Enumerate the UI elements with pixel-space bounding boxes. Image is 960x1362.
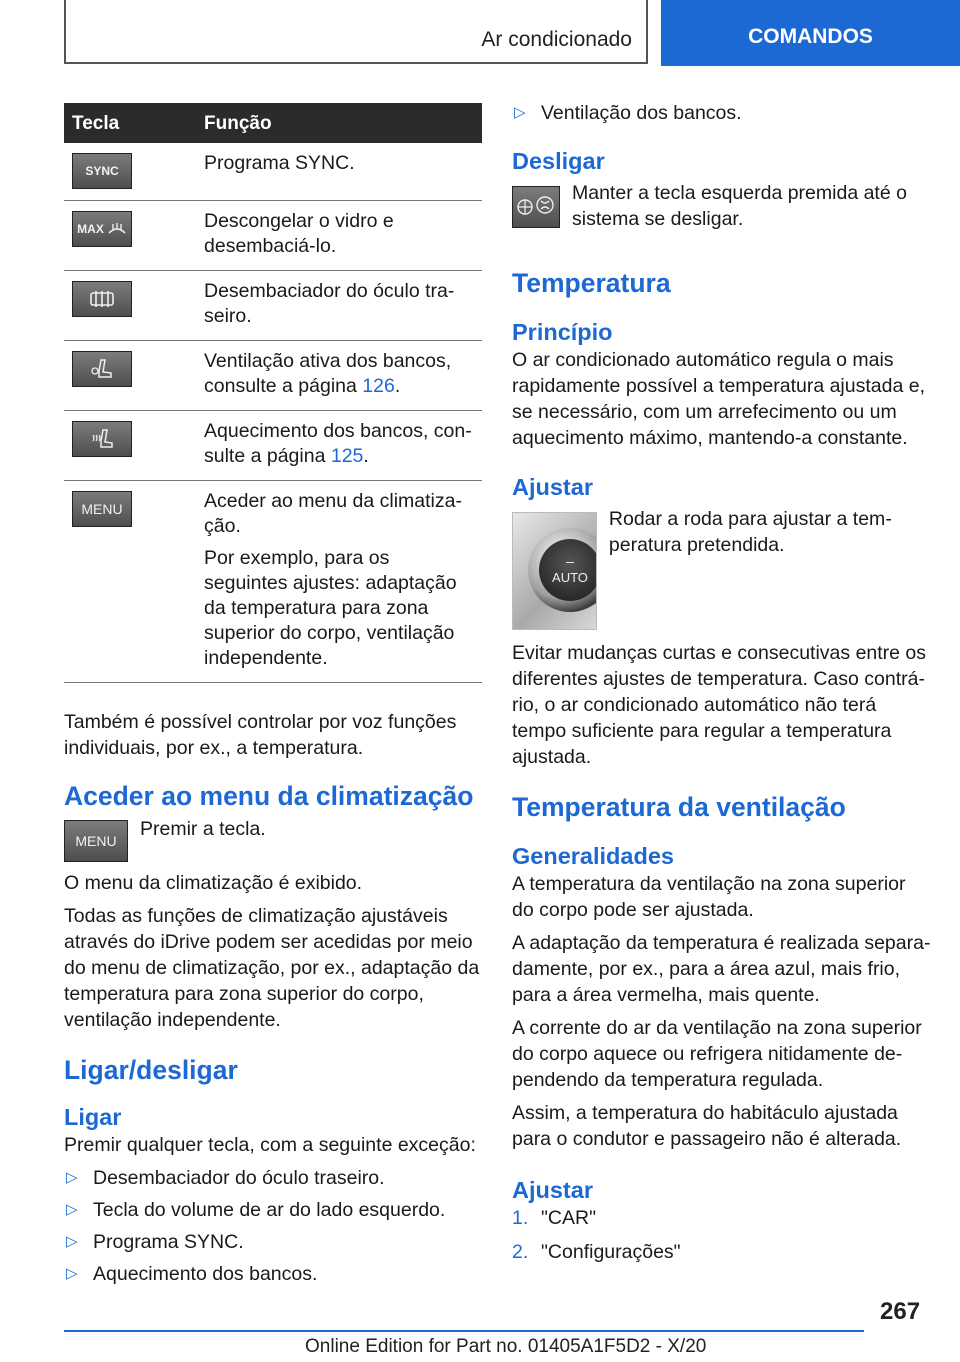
menu-key-icon: MENU [72,491,132,527]
sync-key-icon: SYNC [72,153,132,189]
off-key-block [512,182,932,239]
chapter-tab[interactable]: COMANDOS [661,0,960,66]
knob-block [512,508,932,630]
temperature-knob-image: – AUTO [512,512,597,630]
bullet-triangle-icon: ▷ [66,1233,78,1250]
heading-vent-temperature: Temperatura da ventilação [512,792,846,822]
heading-adjust-2: Ajustar [512,1177,593,1203]
list-item: ▷ Desembaciador do óculo traseiro. [66,1167,385,1189]
row-text: Ventilação ativa dos bancos, consulte a página 126. [204,350,452,397]
heading-general: Generalidades [512,843,674,869]
table-row [64,341,482,411]
bullet-triangle-icon: ▷ [66,1265,78,1282]
fan-off-key-icon [512,186,560,228]
row-text: Descongelar o vidro e desembaciá-lo. [204,210,394,257]
menu-press-text: Premir a tecla. [140,818,266,840]
list-item: ▷ Programa SYNC. [66,1231,244,1253]
row-text: Aquecimento dos bancos, consulte a página 125. [204,420,472,467]
footer-divider [64,1330,864,1332]
list-item: 2. "Configurações" [512,1241,681,1263]
heading-climate-menu: Aceder ao menu da climatização [64,781,474,811]
table-row [64,201,482,271]
right-column [512,100,932,1273]
exception-list [64,1165,482,1287]
seat-heating-icon [72,421,132,457]
paragraph: O menu da climatização é exibido. [64,872,363,894]
heading-adjust: Ajustar [512,474,593,500]
page-link[interactable]: 125 [330,445,364,467]
table-row [64,481,482,683]
list-item: 1. "CAR" [512,1207,597,1229]
adjust-text: Rodar a roda para ajustar a temperatura pretendida. [608,508,892,556]
paragraph: O ar condicionado automático regula o mais rapidamente possível a temperatura ajustada e, se necessário, com um arrefecimento ou um aquecimento máximo, mantendo-a constante. [512,349,925,449]
max-defrost-key-icon: MAX [72,211,132,247]
bullet-triangle-icon: ▷ [66,1169,78,1186]
heading-on-off: Ligar/desligar [64,1055,238,1085]
paragraph: A temperatura da ventilação na zona superior do corpo pode ser ajustada. [512,873,906,921]
paragraph: A corrente do ar da ventilação na zona superior do corpo aquece ou refrigera nitidamente dependendo da temperatura regulada. [512,1017,922,1091]
off-text: Manter a tecla esquerda premida até o sistema se desligar. [572,182,907,230]
left-column [64,103,482,1293]
paragraph: Todas as funções de climatização ajustáveis através do iDrive podem ser acedidas por meio do menu de climatização, por ex., adaptação da temperatura para zona superior do corpo, ventilação independente. [64,905,480,1031]
continued-list [512,100,932,126]
paragraph: Assim, a temperatura do habitáculo ajustada para o condutor e passageiro não é alterada. [512,1102,902,1150]
list-item: ▷ Ventilação dos bancos. [514,102,742,124]
table-row [64,271,482,341]
page-link[interactable]: 126 [362,375,395,397]
paragraph: Evitar mudanças curtas e consecutivas entre os diferentes ajustes de temperatura. Caso contrário, o ar condicionado automático não terá tempo suficiente para regular a temperatura ajustada. [512,642,927,768]
paragraph: Premir qualquer tecla, com a seguinte exceção: [64,1134,476,1156]
list-item: ▷ Aquecimento dos bancos. [66,1263,318,1285]
row-text: Aceder ao menu da climatização. [204,490,462,537]
heading-off: Desligar [512,148,605,174]
list-item: ▷ Tecla do volume de ar do lado esquerdo. [66,1199,446,1221]
menu-key-block [64,820,482,862]
section-title: Ar condicionado [481,28,632,51]
bullet-triangle-icon: ▷ [66,1201,78,1218]
key-function-table [64,103,482,683]
row-text: Desembaciador do óculo traseiro. [204,280,455,327]
row-text: Programa SYNC. [204,152,355,174]
heading-on: Ligar [64,1104,122,1130]
seat-ventilation-icon [72,351,132,387]
table-header-function: Função [196,103,482,143]
rear-defrost-icon [72,281,132,317]
paragraph: A adaptação da temperatura é realizada separadamente, por ex., para a área azul, mais frio, para a área vermelha, mais quente. [512,932,931,1006]
header-frame [64,0,648,64]
table-row [64,411,482,481]
page-number: 267 [880,1298,921,1325]
intro-paragraph: Também é possível controlar por voz funções individuais, por ex., a temperatura. [64,711,457,759]
table-header-key: Tecla [64,103,196,143]
heading-principle: Princípio [512,319,613,345]
menu-key-icon: MENU [64,820,128,862]
row-text-extra: Por exemplo, para os seguintes ajustes: adaptação da temperatura para zona superior do corpo, ventilação independente. [204,547,457,669]
steps-list [512,1205,932,1265]
table-row [64,143,482,201]
heading-temperature: Temperatura [512,268,671,298]
bullet-triangle-icon: ▷ [514,104,526,121]
edition-text: Online Edition for Part no. 01405A1F5D2 - X/20 [305,1336,707,1357]
